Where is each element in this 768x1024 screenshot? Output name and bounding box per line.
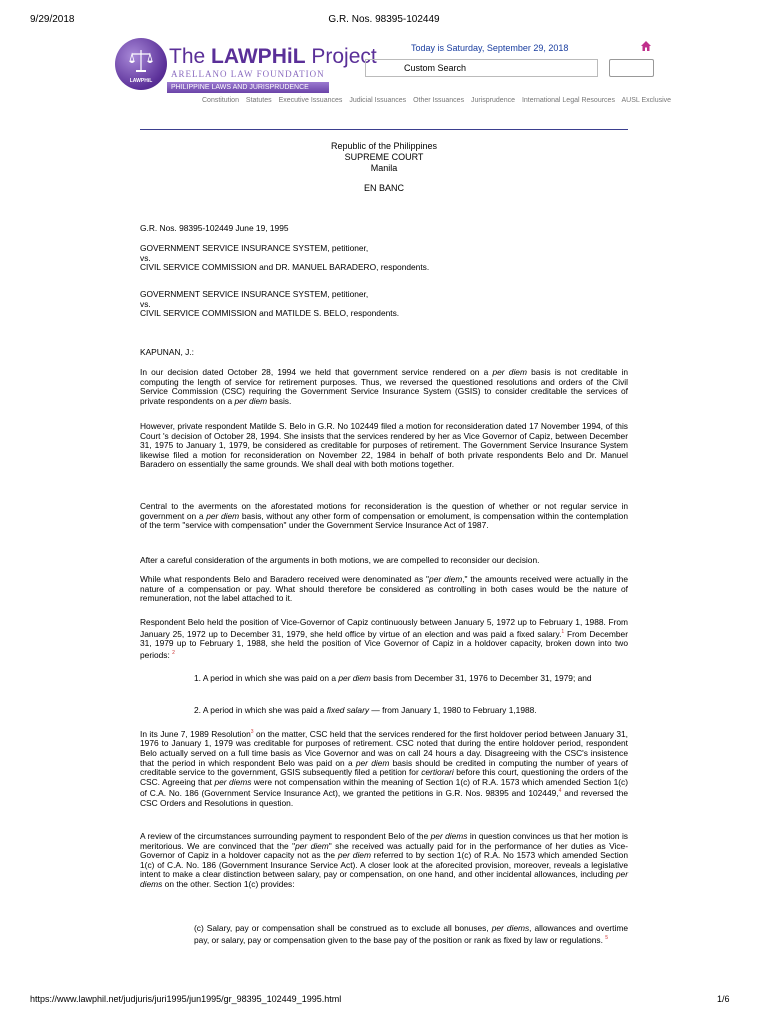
home-icon[interactable] [640, 40, 652, 52]
ponente: KAPUNAN, J.: [140, 347, 194, 357]
lawphil-logo[interactable] [115, 38, 167, 90]
footnote-ref[interactable]: 5 [605, 934, 609, 941]
respondent-line: CIVIL SERVICE COMMISSION and DR. MANUEL BARADERO, respondents. [140, 262, 430, 273]
nav-ausl-exclusive[interactable]: AUSL Exclusive [621, 97, 672, 104]
foundation-name: ARELLANO LAW FOUNDATION [171, 69, 325, 79]
search-input[interactable]: Custom Search [365, 59, 598, 77]
paragraph: Central to the averments on the aforestated motions for reconsideration is the question of whether or not regular service in government on a per diem basis, without any other form of compensation or emolument, is compensation within the contemplation of the term "service with compensation" under the Government Service Insurance Act of 1987. [140, 501, 628, 531]
versus-line: vs. [140, 252, 151, 263]
scales-of-justice-icon [129, 48, 153, 74]
header-divider [140, 129, 628, 130]
paragraph: After a careful consideration of the arguments in both motions, we are compelled to reconsider our decision. [140, 555, 540, 565]
list-item: 2. A period in which she was paid a fixed salary — from January 1, 1980 to February 1,1988. [194, 705, 537, 715]
court-heading [140, 141, 628, 174]
paragraph: A review of the circumstances surrounding payment to respondent Belo of the per diems in question convinces us that her motion is meritorious. We are convinced that the "per diem" she received was actually paid for in the performance of her duties as Vice-Governor of Capiz in a holdover capacity not as the per diem referred to by section 1(c) of R.A. No 1573 which amended Section 1(c) of C.A. No. 186 (Government Insurance Service Act). A closer look at the aforecited provision, moreover, reveals a legislative intent to make a clear distinction between salary, pay or compensation, on one hand, and other incidental allowances, including per diems on the other. Section 1(c) provides: [140, 831, 628, 889]
site-nav [202, 97, 676, 104]
nav-international-legal-resources[interactable]: International Legal Resources [521, 97, 615, 104]
division-line: EN BANC [363, 183, 404, 193]
footnote-ref[interactable]: 3 [250, 729, 254, 735]
nav-jurisprudence[interactable]: Jurisprudence [471, 97, 515, 104]
logo-text: LAWPHiL [129, 78, 153, 84]
paragraph: In its June 7, 1989 Resolution$^3$ on the matter, CSC held that the services rendered for the first holdover period between January 31, 1976 to January 1, 1979 was creditable for purposes of retirement. CSC noted that during the entire holdover period, respondent Belo actually served on a full time basis as Vice Governor and was on call 24 hours a day. Disagreeing with the CSC's insistence that the period in which respondent Belo was paid on a per diem basis should be credited in computing the number of years of creditable service to the government, GSIS subsequently filed a petition for certiorari before this court, questioning the orders of the CSC. Agreeing that per diems were not compensation within the meaning of Section 1(c) of R.A. 1573 which amended Section 1(c) of C.A. No. 186 (Government Service Insurance Act), we granted the petitions in G.R. Nos. 98395 and 102449,$^4$ and reversed the CSC Orders and Resolutions in question. [140, 728, 628, 808]
site-name[interactable]: The LAWPHiL Project [169, 45, 377, 68]
print-url: https://www.lawphil.net/judjuris/juri1995/jun1995/gr_98395_102449_1995.html [30, 994, 342, 1004]
today-date: Today is Saturday, September 29, 2018 [411, 43, 569, 53]
case-number: G.R. Nos. 98395-102449 June 19, 1995 [140, 223, 289, 233]
nav-other-issuances[interactable]: Other Issuances [413, 97, 465, 104]
nav-judicial-issuances[interactable]: Judicial Issuances [349, 97, 407, 104]
nav-statutes[interactable]: Statutes [245, 97, 272, 104]
print-title: G.R. Nos. 98395-102449 [328, 14, 440, 25]
databank-banner: PHILIPPINE LAWS AND JURISPRUDENCE DATABANK [167, 82, 329, 93]
petitioner-line: GOVERNMENT SERVICE INSURANCE SYSTEM, petitioner, [140, 289, 369, 299]
search-button[interactable] [609, 59, 654, 77]
city-line: Manila [370, 163, 398, 173]
court-line: SUPREME COURT [344, 152, 424, 162]
paragraph: While what respondents Belo and Baradero received were denominated as "per diem," the amounts received were actually in the nature of a compensation or pay. What should therefore be considered as controlling in both cases would be the nature of remuneration, not the label attached to it. [140, 574, 628, 604]
versus-line: vs. [140, 298, 151, 309]
footnote-ref[interactable]: 1 [561, 628, 565, 635]
republic-line: Republic of the Philippines [330, 141, 438, 151]
block-quote: (c) Salary, pay or compensation shall be construed as to exclude all bonuses, per diems, allowances and overtime pay, or salary, pay or compensation given to the base pay of the position or rank as fixed by law or regulations. $^5$ [194, 923, 629, 945]
paragraph: Respondent Belo held the position of Vice-Governor of Capiz continuously between January 5, 1972 up to February 1, 1988. From January 25, 1972 up to December 31, 1979, she held office by virtue of an election and was paid a fixed salary.$^1$ From December 31, 1979 up to February 1, 1988, she held the position of Vice Governor of Capiz in a holdover capacity, broken down into two periods: $^2$ [140, 617, 628, 660]
nav-constitution[interactable]: Constitution [202, 97, 239, 104]
footnote-ref[interactable]: 4 [558, 788, 562, 795]
nav-executive-issuances[interactable]: Executive Issuances [278, 97, 343, 104]
page-number: 1/6 [717, 994, 730, 1004]
petitioner-line: GOVERNMENT SERVICE INSURANCE SYSTEM, petitioner, [140, 243, 369, 253]
case-parties-1 [140, 244, 628, 273]
respondent-line: CIVIL SERVICE COMMISSION and MATILDE S. BELO, respondents. [140, 308, 400, 319]
list-item: 1. A period in which she was paid on a per diem basis from December 31, 1976 to December 31, 1979; and [194, 673, 592, 683]
footnote-ref[interactable]: 2 [172, 649, 175, 656]
paragraph: In our decision dated October 28, 1994 we held that government service rendered on a per diem basis is not creditable in computing the length of service for retirement purposes. Thus, we reversed the questioned resolutions and orders of the Civil Service Commission (CSC) requiring the Government Service Insurance System (GSIS) to consider creditable the services of private respondents on a per diem basis. [140, 367, 628, 406]
paragraph: However, private respondent Matilde S. Belo in G.R. No 102449 filed a motion for reconsideration dated 17 November 1994, of this Court 's decision of October 28, 1994. She insists that the services rendered by her as Vice Governor of Capiz, between December 31, 1975 to January 1, 1979, be considered as creditable for purposes of retirement. The Government Service Insurance System likewise filed a motion for reconsideration on November 22, 1984 in behalf of both private respondents Belo and Dr. Manuel Baradero on essentially the same grounds. We shall deal with both motions together. [140, 421, 628, 470]
print-date: 9/29/2018 [30, 14, 75, 25]
case-parties-2 [140, 290, 628, 319]
